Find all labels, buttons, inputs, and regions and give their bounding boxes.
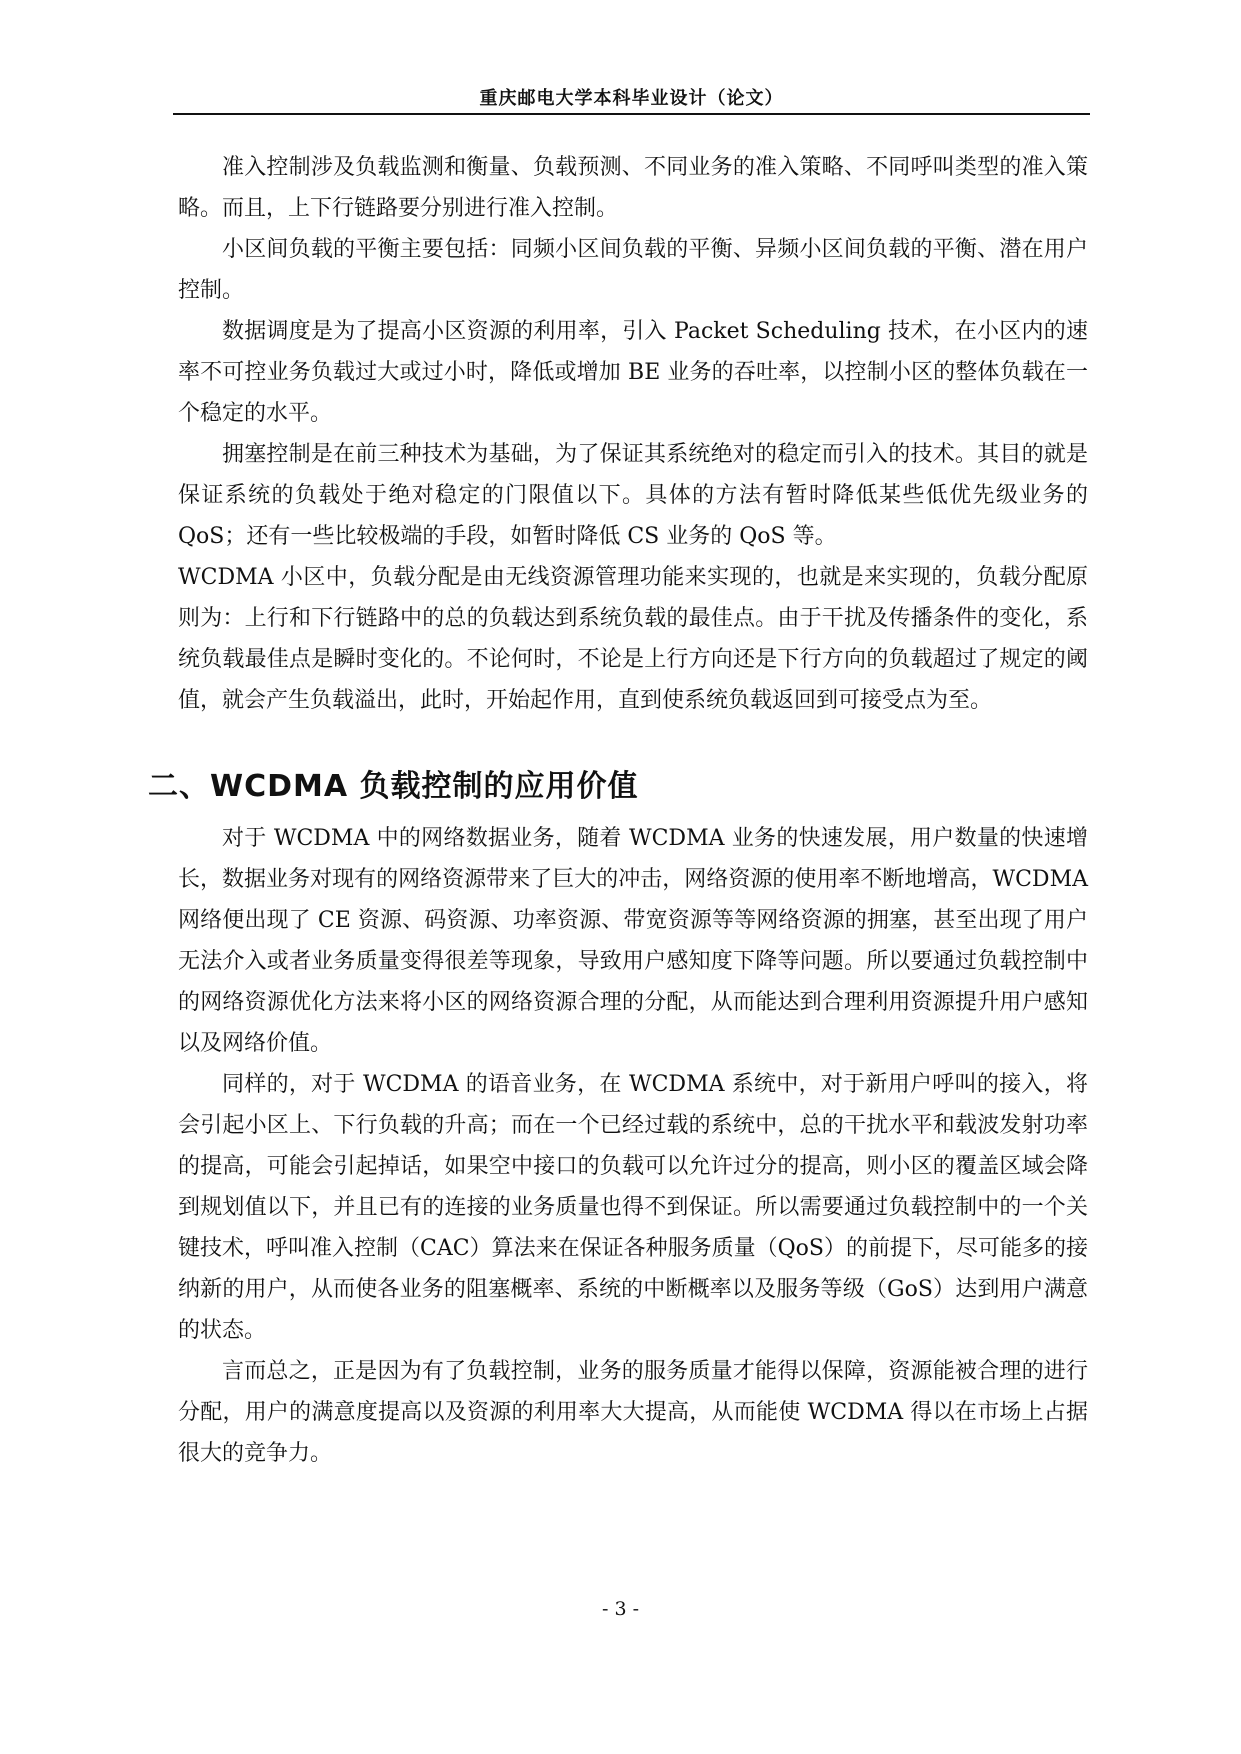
paragraph-conclusion: 言而总之，正是因为有了负载控制，业务的服务质量才能得以保障，资源能被合理的进行分配，用户的满意度提高以及资源的利用率大大提高，从而能使 WCDMA 得以在市场上占据很大的竞争力。 — [178, 1359, 1088, 1466]
page-number: - 3 - — [601, 1598, 639, 1620]
paragraph-congestion-control: 拥塞控制是在前三种技术为基础，为了保证其系统绝对的稳定而引入的技术。其目的就是保证系统的负载处于绝对稳定的门限值以下。具体的方法有暂时降低某些低优先级业务的 QoS；还有一些比较极端的手段，如暂时降低 CS 业务的 QoS 等。 — [178, 442, 1088, 549]
header-rule — [173, 113, 1090, 115]
paragraph-load-distribution: WCDMA 小区中，负载分配是由无线资源管理功能来实现的，也就是来实现的，负载分配原则为：上行和下行链路中的总的负载达到系统负载的最佳点。由于干扰及传播条件的变化，系统负载最佳点是瞬时变化的。不论何时，不论是上行方向还是下行方向的负载超过了规定的阈值，就会产生负载溢出，此时，开始起作用，直到使系统负载返回到可接受点为至。 — [178, 565, 1088, 713]
paragraph-data-services: 对于 WCDMA 中的网络数据业务，随着 WCDMA 业务的快速发展，用户数量的快速增长，数据业务对现有的网络资源带来了巨大的冲击，网络资源的使用率不断地增高，WCDMA 网络便出现了 CE 资源、码资源、功率资源、带宽资源等等网络资源的拥塞，甚至出现了用户无法介入或者业务质量变得很差等现象，导致用户感知度下降等问题。所以要通过负载控制中的网络资源优化方法来将小区的网络资源合理的分配，从而能达到合理利用资源提升用户感知以及网络价值。 — [178, 826, 1088, 1056]
section-heading: 二、WCDMA 负载控制的应用价值 — [148, 769, 639, 804]
body-text — [148, 147, 1088, 1474]
paragraph-packet-scheduling: 数据调度是为了提高小区资源的利用率，引入 Packet Scheduling 技术，在小区内的速率不可控业务负载过大或过小时，降低或增加 BE 业务的吞吐率，以控制小区的整体负载在一个稳定的水平。 — [178, 319, 1088, 426]
paragraph-admission-control: 准入控制涉及负载监测和衡量、负载预测、不同业务的准入策略、不同呼叫类型的准入策略。而且，上下行链路要分别进行准入控制。 — [178, 155, 1088, 221]
paragraph-load-balancing: 小区间负载的平衡主要包括：同频小区间负载的平衡、异频小区间负载的平衡、潜在用户控制。 — [178, 237, 1088, 303]
paragraph-voice-services: 同样的，对于 WCDMA 的语音业务，在 WCDMA 系统中，对于新用户呼叫的接入，将会引起小区上、下行负载的升高；而在一个已经过载的系统中，总的干扰水平和载波发射功率的提高，可能会引起掉话，如果空中接口的负载可以允许过分的提高，则小区的覆盖区域会降到规划值以下，并且已有的连接的业务质量也得不到保证。所以需要通过负载控制中的一个关键技术，呼叫准入控制（CAC）算法来在保证各种服务质量（QoS）的前提下，尽可能多的接纳新的用户，从而使各业务的阻塞概率、系统的中断概率以及服务等级（GoS）达到用户满意的状态。 — [178, 1072, 1088, 1343]
running-header: 重庆邮电大学本科毕业设计（论文） — [479, 88, 784, 109]
